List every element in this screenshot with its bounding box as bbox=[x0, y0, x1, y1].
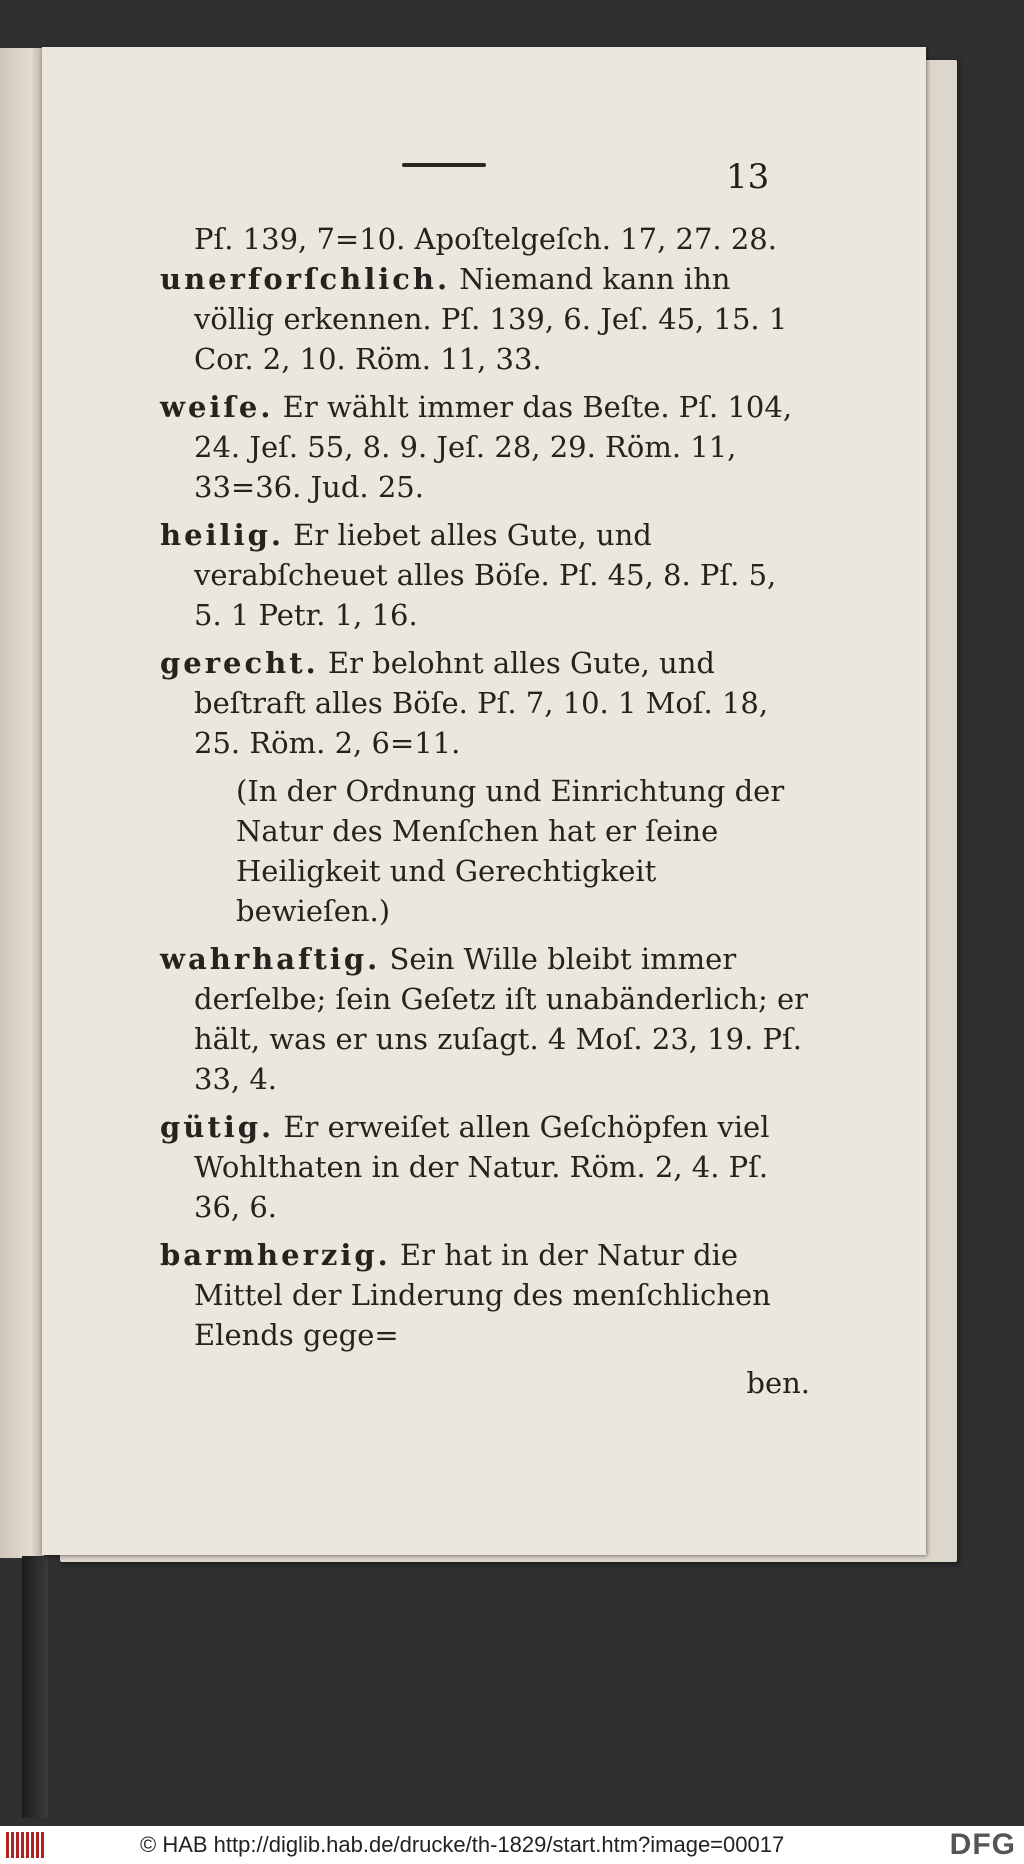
entry-heilig bbox=[160, 515, 810, 635]
page-text bbox=[160, 219, 810, 1403]
page-number: 13 bbox=[726, 157, 770, 197]
entry-term: unerforſchlich. bbox=[160, 262, 451, 296]
hab-logo-icon bbox=[6, 1831, 50, 1859]
entry-term: weiſe. bbox=[160, 390, 274, 424]
entry-text: Er wählt immer das Beſte. Pſ. 104, 24. Jeſ. 55, 8. 9. Jeſ. 28, 29. Röm. 11, 33=36. Jud. 25. bbox=[194, 390, 793, 504]
entry-weise bbox=[160, 387, 810, 507]
book-spine bbox=[22, 1556, 48, 1818]
entry-term: gerecht. bbox=[160, 646, 319, 680]
parenthetical-note: (In der Ordnung und Einrichtung der Natur des Menſchen hat er ſeine Heiligkeit und Gerechtigkeit bewieſen.) bbox=[236, 774, 785, 928]
entry-wahrhaftig bbox=[160, 939, 810, 1099]
entry-term: wahrhaftig. bbox=[160, 942, 381, 976]
entry-term: barmherzig. bbox=[160, 1238, 391, 1272]
text-continuation: Pſ. 139, 7=10. Apoſtelgeſch. 17, 27. 28. bbox=[194, 222, 777, 256]
entry-text: Er liebet alles Gute, und verabſcheuet alles Böſe. Pſ. 45, 8. Pſ. 5, 5. 1 Petr. 1, 16. bbox=[194, 518, 777, 632]
catchword: ben. bbox=[746, 1366, 810, 1400]
entry-text: Er erweiſet allen Geſchöpfen viel Wohlthaten in der Natur. Röm. 2, 4. Pſ. 36, 6. bbox=[194, 1110, 770, 1224]
book-page bbox=[42, 47, 926, 1555]
entry-text: Er belohnt alles Gute, und beſtraft alles Böſe. Pſ. 7, 10. 1 Moſ. 18, 25. Röm. 2, 6=11. bbox=[194, 646, 769, 760]
entry-barmherzig bbox=[160, 1235, 810, 1355]
entry-text: Niemand kann ihn völlig erkennen. Pſ. 139, 6. Jeſ. 45, 15. 1 Cor. 2, 10. Röm. 11, 33. bbox=[194, 262, 788, 376]
entry-guetig bbox=[160, 1107, 810, 1227]
entry-gerecht bbox=[160, 643, 810, 763]
entry-term: gütig. bbox=[160, 1110, 275, 1144]
entry-unerforschlich bbox=[160, 259, 810, 379]
dfg-logo: DFG bbox=[949, 1828, 1016, 1861]
entry-term: heilig. bbox=[160, 518, 284, 552]
previous-page-edge bbox=[0, 48, 44, 1558]
entry-text: Er hat in der Natur die Mittel der Linderung des menſchlichen Elends gege= bbox=[194, 1238, 771, 1352]
header-rule bbox=[402, 163, 486, 167]
footer-source-link[interactable]: © HAB http://diglib.hab.de/drucke/th-1829/start.htm?image=00017 bbox=[140, 1832, 785, 1857]
footer-bar bbox=[0, 1826, 1024, 1864]
entry-text: Sein Wille bleibt immer derſelbe; ſein Geſetz iſt unabänderlich; er hält, was er uns zuſagt. 4 Moſ. 23, 19. Pſ. 33, 4. bbox=[194, 942, 809, 1096]
